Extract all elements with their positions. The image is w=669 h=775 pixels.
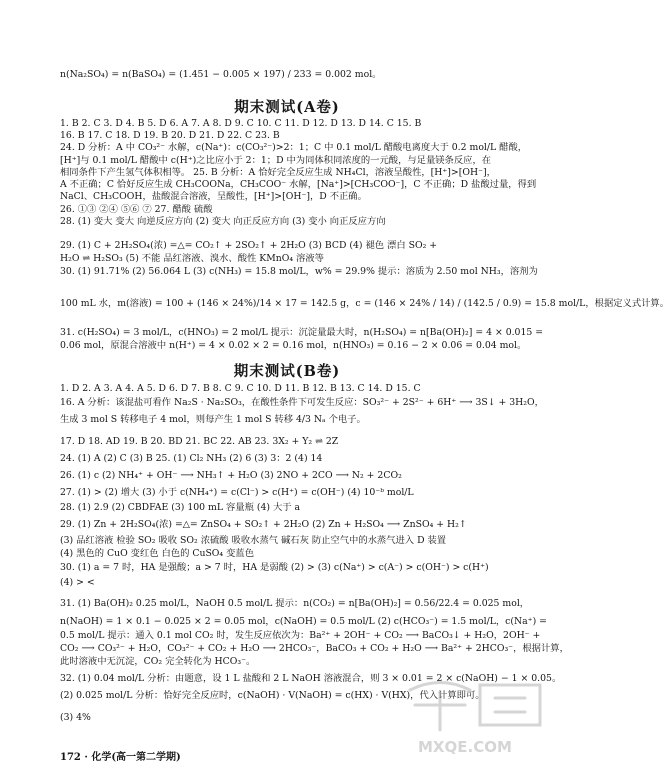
text-line: 31. (1) Ba(OH)₂ 0.25 mol/L，NaOH 0.5 mol/L 提示：n(CO₂) = n[Ba(OH)₂] = 0.56/22.4 = 0.025 mol，: [60, 598, 530, 609]
text-line: 29. (1) Zn + 2H₂SO₄(浓) =△= ZnSO₄ + SO₂↑ + 2H₂O (2) Zn + H₂SO₄ ⟶ ZnSO₄ + H₂↑: [60, 519, 467, 530]
text-line: 24. D 分析：A 中 CO₃²⁻ 水解，c(Na⁺)：c(CO₃²⁻)>2：1；C 中 0.1 mol/L 醋酸电离度大于 0.2 mol/L 醋酸，: [60, 142, 528, 153]
text-line: 26. (1) c (2) NH₄⁺ + OH⁻ ⟶ NH₃↑ + H₂O (3) 2NO + 2CO ⟶ N₂ + 2CO₂: [60, 470, 402, 481]
text-line: NaCl、CH₃COOH，盐酸混合溶液，呈酸性，[H⁺]>[OH⁻]，D 不正确。: [60, 191, 367, 202]
text-line: CO₂ ⟶ CO₃²⁻ + H₂O，CO₃²⁻ + CO₂ + H₂O ⟶ 2HCO₃⁻，BaCO₃ + CO₂ + H₂O ⟶ Ba²⁺ + 2HCO₃⁻，根据计算，: [60, 643, 569, 654]
text-line: [H⁺]与 0.1 mol/L 醋酸中 c(H⁺)之比应小于 2：1；D 中为同体积同浓度的一元酸，与足量镁条反应，在: [60, 155, 492, 166]
text-line: (4) > <: [60, 577, 95, 588]
text-line: 1. D 2. A 3. A 4. A 5. D 6. D 7. B 8. C 9. C 10. D 11. B 12. B 13. C 14. D 15. C: [60, 383, 421, 394]
text-line: 31. c(H₂SO₄) = 3 mol/L，c(HNO₃) = 2 mol/L 提示：沉淀量最大时，n(H₂SO₄) = n[Ba(OH)₂] = 4 × 0.015 =: [60, 327, 544, 338]
text-line: 30. (1) 91.71% (2) 56.064 L (3) c(NH₃) = 15.8 mol/L，w% = 29.9% 提示：溶质为 2.50 mol NH₃，溶剂为: [60, 266, 538, 277]
text-line: A 不正确；C 恰好反应生成 CH₃COONa，CH₃COO⁻ 水解，[Na⁺]>[CH₃COO⁻]，C 不正确；D 盐酸过量，得到: [60, 179, 537, 190]
text-line: (4) 黑色的 CuO 变红色 白色的 CuSO₄ 变蓝色: [60, 548, 255, 559]
text-line: 16. B 17. C 18. D 19. B 20. D 21. D 22. C 23. B: [60, 130, 280, 141]
text-line: 此时溶液中无沉淀，CO₂ 完全转化为 HCO₃⁻。: [60, 656, 256, 667]
text-line: 28. (1) 2.9 (2) CBDFAE (3) 100 mL 容量瓶 (4) 大于 a: [60, 502, 301, 513]
watermark-logo: [400, 670, 550, 760]
text-line: n(Na₂SO₄) = n(BaSO₄) = (1.451 − 0.005 × 197) / 233 = 0.002 mol。: [60, 69, 382, 80]
text-line: 27. (1) > (2) 增大 (3) 小于 c(NH₄⁺) = c(Cl⁻) > c(H⁺) = c(OH⁻) (4) 10⁻ᵇ mol/L: [60, 487, 414, 498]
text-line: 17. D 18. AD 19. B 20. BD 21. BC 22. AB 23. 3X₂ + Y₂ ⇌ 2Z: [60, 436, 339, 447]
section-b-title: 期末测试(B卷): [233, 363, 341, 380]
section-a-title: 期末测试(A卷): [234, 99, 340, 116]
text-line: 0.06 mol，原混合溶液中 n(H⁺) = 4 × 0.02 × 2 = 0.16 mol，n(HNO₃) = 0.16 − 2 × 0.06 = 0.04 mol。: [60, 340, 527, 351]
text-line: 32. (1) 0.04 mol/L 分析：由题意，设 1 L 盐酸和 2 L NaOH 溶液混合，则 3 × 0.01 = 2 × c(NaOH) − 1 × 0.05。: [60, 673, 562, 684]
text-line: H₂O ⇌ H₂SO₃ (5) 不能 品红溶液、溴水、酸性 KMnO₄ 溶液等: [60, 253, 324, 264]
text-line: 24. (1) A (2) C (3) B 25. (1) Cl₂ NH₃ (2) 6 (3) 3：2 (4) 14: [60, 453, 323, 464]
text-line: (3) 4%: [60, 712, 91, 723]
svg-text:MXQE.COM: MXQE.COM: [418, 738, 512, 756]
text-line: (3) 品红溶液 检验 SO₂ 吸收 SO₂ 浓硫酸 吸收水蒸气 碱石灰 防止空气中的水蒸气进入 D 装置: [60, 535, 447, 546]
text-line: 100 mL 水，m(溶液) = 100 + (146 × 24%)/14 × 17 = 142.5 g，c = (146 × 24% / 14) / (142.5 / 0.9) = 15.8 mol/L，根据定义式计算。: [60, 298, 669, 309]
text-line: (2) 0.025 mol/L 分析：恰好完全反应时，c(NaOH) · V(NaOH) = c(HX) · V(HX)，代入计算即可。: [60, 690, 485, 701]
text-line: 29. (1) C + 2H₂SO₄(浓) =△= CO₂↑ + 2SO₂↑ + 2H₂O (3) BCD (4) 褪色 漂白 SO₂ +: [60, 240, 438, 251]
text-line: 生成 3 mol S 转移电子 4 mol，则每产生 1 mol S 转移 4/3 Nₐ 个电子。: [60, 414, 366, 425]
text-line: 0.5 mol/L 提示：通入 0.1 mol CO₂ 时，发生反应依次为：Ba²⁺ + 2OH⁻ + CO₂ ⟶ BaCO₃↓ + H₂O，2OH⁻ +: [60, 630, 541, 641]
text-line: 26. ①③ ②④ ⑤⑥ ⑦ 27. 醋酸 硫酸: [60, 204, 213, 215]
text-line: 1. B 2. C 3. D 4. B 5. D 6. A 7. A 8. D 9. C 10. C 11. D 12. D 13. D 14. C 15. B: [60, 118, 422, 129]
text-line: n(NaOH) = 1 × 0.1 − 0.025 × 2 = 0.05 mol，c(NaOH) = 0.5 mol/L (2) c(HCO₃⁻) = 1.5 mol/L，c(Na⁺) =: [60, 616, 547, 627]
text-line: 28. (1) 变大 变大 向逆反应方向 (2) 变大 向正反应方向 (3) 变小 向正反应方向: [60, 216, 386, 227]
text-line: 相同条件下产生氢气体积相等。 25. B 分析：A 恰好完全反应生成 NH₄Cl，溶液呈酸性，[H⁺]>[OH⁻]，: [60, 167, 496, 178]
page-footer: 172 · 化学(高一第二学期): [60, 752, 181, 763]
text-line: 16. A 分析：该混盐可看作 Na₂S · Na₂SO₃，在酸性条件下可发生反应：SO₃²⁻ + 2S²⁻ + 6H⁺ ⟶ 3S↓ + 3H₂O，: [60, 397, 544, 408]
text-line: 30. (1) a = 7 时，HA 是强酸；a > 7 时，HA 是弱酸 (2) > (3) c(Na⁺) > c(A⁻) > c(OH⁻) > c(H⁺): [60, 562, 489, 573]
